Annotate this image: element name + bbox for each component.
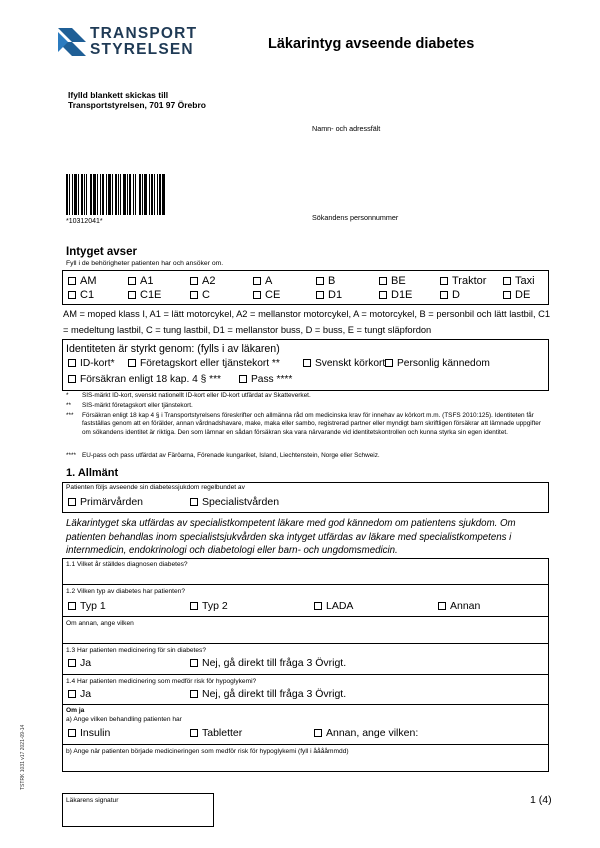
class-checkbox-c1[interactable] [68, 289, 94, 301]
identity-heading: Identiteten är styrkt genom: (fylls i av läkaren) [66, 343, 280, 355]
class-checkbox-a2[interactable] [190, 275, 215, 287]
class-checkbox-taxi[interactable] [503, 275, 535, 287]
checkbox-icon[interactable] [303, 359, 311, 367]
checkbox-icon[interactable] [314, 729, 322, 737]
checkbox-icon[interactable] [385, 359, 393, 367]
class-checkbox-a-label: A [265, 275, 273, 287]
checkbox-icon[interactable] [68, 359, 76, 367]
footnote-mark: *** [66, 412, 74, 419]
checkbox-icon[interactable] [503, 291, 511, 299]
treatment-checkbox-1-label: Insulin [80, 727, 111, 739]
checkbox-icon[interactable] [68, 602, 76, 610]
class-checkbox-b[interactable] [316, 275, 335, 287]
treatment-checkbox-2[interactable] [190, 727, 242, 739]
address-line2: Transportstyrelsen, 701 97 Örebro [68, 100, 206, 110]
class-checkbox-c1e-label: C1E [140, 289, 162, 301]
class-checkbox-c-label: C [202, 289, 210, 301]
footnote-text: Försäkran enligt 18 kap 4 § i Transportstyrelsens föreskrifter och allmänna råd om medicinska krav för innehav av körkort m.m. (TSFS 2010:125). Identiteten får fastställas genom att en förälder, annan vårdnadshavare, make, maka eller sambo, registrerad partner eller myndigt barn skriftligen försäkrar att lämnade uppgifter om sökandens identitet är riktiga. Den som lämnar en sådan försäkran ska vara närvarande vid identitetskontrollen och kunna styrka sin egen identitet. [82, 412, 541, 436]
followed-by-checkbox-1[interactable] [68, 496, 143, 508]
if-yes-label: Om ja [66, 707, 85, 714]
identity-checkbox-4[interactable] [385, 358, 490, 369]
footnote-mark: ** [66, 402, 71, 409]
footnote-mark: **** [66, 452, 76, 459]
diabetes-type-checkbox-1-label: Typ 1 [80, 600, 106, 612]
name-address-field-label: Namn- och adressfält [312, 124, 381, 133]
treatment-checkbox-2-label: Tabletter [202, 727, 243, 739]
identity-checkbox-6-label: Pass **** [251, 374, 293, 385]
address-line1: Ifylld blankett skickas till [68, 90, 169, 100]
document-title: Läkarintyg avseende diabetes [268, 36, 475, 52]
identity-checkbox-3[interactable] [303, 358, 385, 369]
medication-checkbox-2-label: Nej, gå direkt till fråga 3 Övrigt. [202, 657, 347, 669]
checkbox-icon[interactable] [68, 277, 76, 285]
question-b: b) Ange när patienten började medicineringen som medför risk för hypoglykemi (fyll i ååååmmdd) [66, 748, 349, 755]
followed-by-checkbox-2[interactable] [190, 496, 279, 508]
question-1-2-other: Om annan, ange vilken [66, 620, 134, 627]
checkbox-icon[interactable] [253, 277, 261, 285]
checkbox-icon[interactable] [190, 277, 198, 285]
treatment-checkbox-3[interactable] [314, 727, 418, 739]
diabetes-type-checkbox-3-label: LADA [326, 600, 354, 612]
followed-by-label: Patienten följs avseende sin diabetessjukdom regelbundet av [66, 484, 245, 491]
checkbox-icon[interactable] [68, 498, 76, 506]
footnote-text: EU-pass och pass utfärdat av Färöarna, Förenade kungariket, Island, Liechtenstein, Norge eller Schweiz. [82, 452, 380, 459]
class-checkbox-am-label: AM [80, 275, 97, 287]
identity-checkbox-5-label: Försäkran enligt 18 kap. 4 § *** [80, 374, 222, 385]
checkbox-icon[interactable] [314, 602, 322, 610]
class-checkbox-de-label: DE [515, 289, 531, 301]
class-checkbox-traktor-label: Traktor [452, 275, 487, 287]
medication-checkbox-1-label: Ja [80, 657, 92, 669]
checkbox-icon[interactable] [190, 690, 198, 698]
diabetes-type-checkbox-4-label: Annan [450, 600, 481, 612]
class-checkbox-b-label: B [328, 275, 336, 287]
class-checkbox-c[interactable] [190, 289, 210, 301]
question-1-2: 1.2 Vilken typ av diabetes har patienten? [66, 588, 186, 595]
class-checkbox-ce-label: CE [265, 289, 281, 301]
identity-checkbox-4-label: Personlig kännedom [397, 358, 490, 369]
diabetes-type-checkbox-4[interactable] [438, 600, 480, 612]
checkbox-icon[interactable] [503, 277, 511, 285]
class-checkbox-a2-label: A2 [202, 275, 216, 287]
checkbox-icon[interactable] [68, 659, 76, 667]
diabetes-type-checkbox-3[interactable] [314, 600, 353, 612]
footnote-text: SIS-märkt företagskort eller tjänstekort. [82, 402, 193, 409]
logo-line2: STYRELSEN [90, 41, 194, 58]
checkbox-icon[interactable] [190, 659, 198, 667]
personal-number-label: Sökandens personnummer [312, 213, 399, 222]
followed-by-checkbox-2-label: Specialistvården [202, 496, 280, 508]
checkbox-icon[interactable] [190, 602, 198, 610]
hypoglycemia-checkbox-1[interactable] [68, 688, 91, 700]
checkbox-icon[interactable] [316, 277, 324, 285]
hypoglycemia-checkbox-2-label: Nej, gå direkt till fråga 3 Övrigt. [202, 688, 347, 700]
checkbox-icon[interactable] [190, 729, 198, 737]
checkbox-icon[interactable] [379, 291, 387, 299]
question-1-3: 1.3 Har patienten medicinering för sin diabetes? [66, 647, 207, 654]
section-1-heading: 1. Allmänt [66, 467, 119, 479]
checkbox-icon[interactable] [438, 602, 446, 610]
page-number: 1 (4) [530, 794, 552, 806]
hypoglycemia-checkbox-2[interactable] [190, 688, 346, 700]
checkbox-icon[interactable] [128, 277, 136, 285]
identity-checkbox-3-label: Svenskt körkort [315, 358, 386, 369]
question-1-4: 1.4 Har patienten medicinering som medför risk för hypoglykemi? [66, 678, 257, 685]
checkbox-icon[interactable] [440, 291, 448, 299]
class-checkbox-be[interactable] [379, 275, 406, 287]
identity-checkbox-2-label: Företagskort eller tjänstekort ** [140, 358, 280, 369]
class-checkbox-am[interactable] [68, 275, 97, 287]
class-checkbox-taxi-label: Taxi [515, 275, 535, 287]
checkbox-icon[interactable] [68, 375, 76, 383]
class-checkbox-a1[interactable] [128, 275, 153, 287]
question-1-1: 1.1 Vilket år ställdes diagnosen diabetes? [66, 561, 188, 568]
checkbox-icon[interactable] [128, 291, 136, 299]
class-checkbox-d1e[interactable] [379, 289, 412, 301]
class-checkbox-be-label: BE [391, 275, 406, 287]
checkbox-icon[interactable] [379, 277, 387, 285]
signature-label: Läkarens signatur [66, 797, 119, 804]
class-checkbox-traktor[interactable] [440, 275, 486, 287]
form-code: TSTRK 1031 v17 2021-09-14 [20, 724, 26, 790]
checkbox-icon[interactable] [239, 375, 247, 383]
footnote-mark: * [66, 392, 69, 399]
identity-checkbox-1[interactable] [68, 358, 115, 369]
logo-line1: TRANSPORT [90, 25, 198, 42]
checkbox-icon[interactable] [68, 729, 76, 737]
class-checkbox-a[interactable] [253, 275, 272, 287]
class-checkbox-d1e-label: D1E [391, 289, 413, 301]
class-checkbox-de[interactable] [503, 289, 530, 301]
diabetes-type-checkbox-1[interactable] [68, 600, 106, 612]
checkbox-icon[interactable] [440, 277, 448, 285]
class-checkbox-d1-label: D1 [328, 289, 343, 301]
logo [58, 26, 218, 60]
checkbox-icon[interactable] [190, 498, 198, 506]
checkbox-icon[interactable] [68, 690, 76, 698]
class-checkbox-a1-label: A1 [140, 275, 154, 287]
certificate-instruction: Fyll i de behörigheter patienten har och ansöker om. [66, 260, 224, 267]
treatment-checkbox-3-label: Annan, ange vilken: [326, 727, 419, 739]
checkbox-icon[interactable] [316, 291, 324, 299]
class-checkbox-d1[interactable] [316, 289, 342, 301]
followed-by-checkbox-1-label: Primärvården [80, 496, 144, 508]
barcode-number: *10312041* [66, 218, 103, 225]
class-checkbox-ce[interactable] [253, 289, 280, 301]
treatment-checkbox-1[interactable] [68, 727, 110, 739]
checkbox-icon[interactable] [68, 291, 76, 299]
identity-checkbox-1-label: ID-kort* [80, 358, 115, 369]
certificate-heading: Intyget avser [66, 246, 137, 258]
barcode [66, 174, 192, 215]
identity-checkbox-6[interactable] [239, 374, 292, 385]
logo-mark-icon [58, 28, 86, 56]
hypoglycemia-checkbox-1-label: Ja [80, 688, 92, 700]
identity-checkbox-2[interactable] [128, 358, 280, 369]
checkbox-icon[interactable] [128, 359, 136, 367]
diabetes-type-checkbox-2[interactable] [190, 600, 228, 612]
question-a: a) Ange vilken behandling patienten har [66, 716, 182, 723]
class-checkbox-d[interactable] [440, 289, 460, 301]
class-checkbox-c1-label: C1 [80, 289, 95, 301]
class-checkbox-d-label: D [452, 289, 460, 301]
class-checkbox-c1e[interactable] [128, 289, 161, 301]
footnote-text: SIS-märkt ID-kort, svenskt nationellt ID-kort eller ID-kort utfärdat av Skatteverket. [82, 392, 311, 399]
checkbox-icon[interactable] [190, 291, 198, 299]
license-class-legend: AM = moped klass I, A1 = lätt motorcykel, A2 = mellanstor motorcykel, A = motorcykel, B = personbil och lätt lastbil, C1 = medeltung lastbil, C = tung lastbil, D1 = mellanstor buss, D = buss, E = tungt släpfordon [63, 309, 551, 335]
identity-checkbox-5[interactable] [68, 374, 221, 385]
specialist-note: Läkarintyget ska utfärdas av specialistkompetent läkare med god kännedom om patientens sjukdom. Om patienten behandlas inom specialistsjukvården ska intyget utfärdas av läkare med specialistkompetens i internmedicin, endokrinologi och diabetologi eller barn- och ungdomsmedicin. [66, 518, 516, 556]
diabetes-type-checkbox-2-label: Typ 2 [202, 600, 228, 612]
medication-checkbox-1[interactable] [68, 657, 91, 669]
checkbox-icon[interactable] [253, 291, 261, 299]
medication-checkbox-2[interactable] [190, 657, 346, 669]
